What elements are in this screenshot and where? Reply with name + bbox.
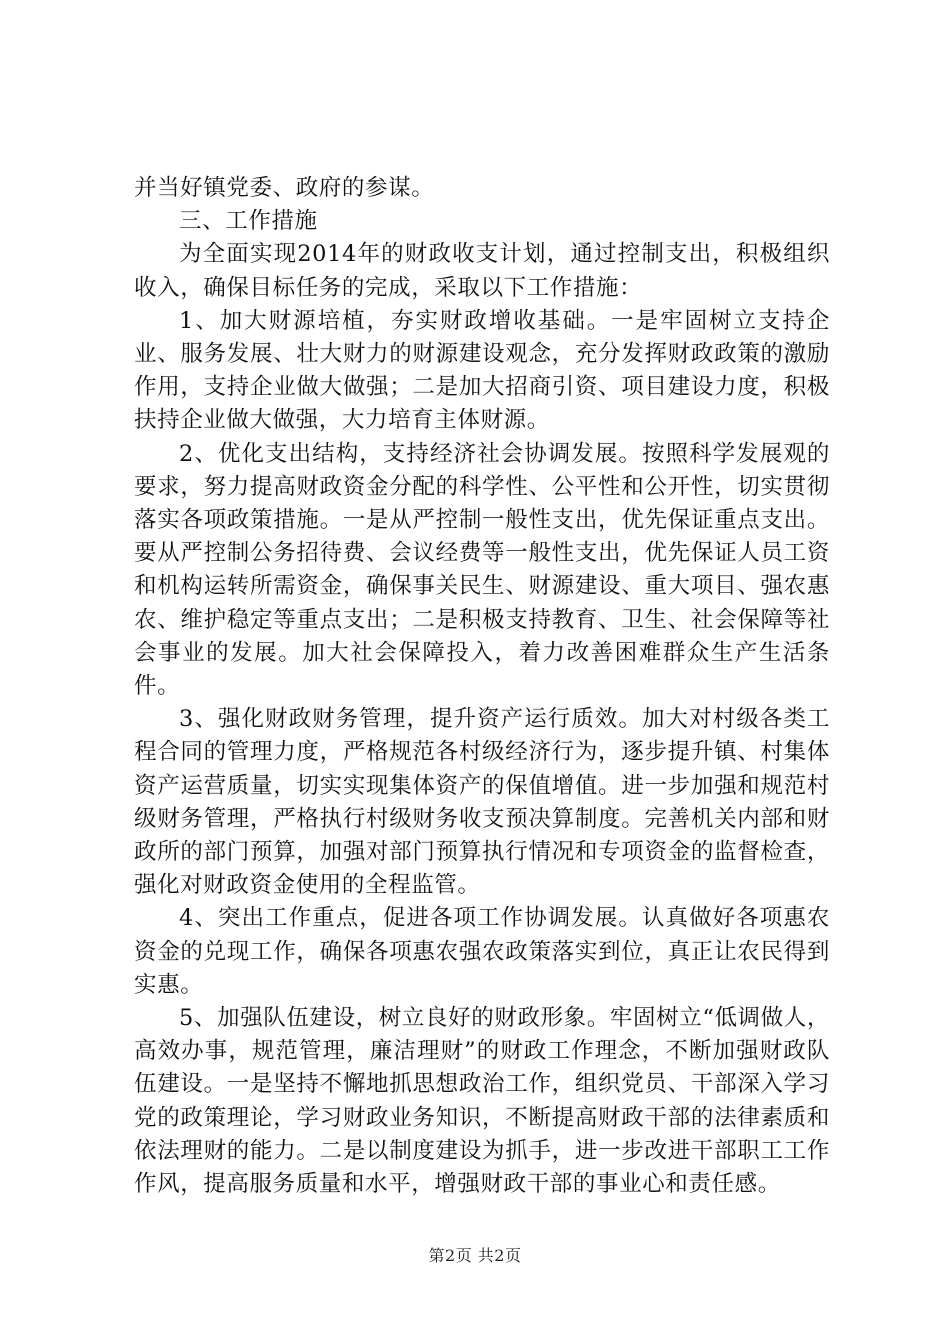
page-number-footer: 第2页 共2页 bbox=[428, 1246, 522, 1265]
document-body bbox=[134, 172, 830, 1201]
paragraph-measure-5: 5、加强队伍建设，树立良好的财政形象。牢固树立“低调做人，高效办事，规范管理，廉洁理财”的财政工作理念，不断加强财政队伍建设。一是坚持不懈地抓思想政治工作，组织党员、干部深入学习党的政策理论，学习财政业务知识，不断提高财政干部的法律素质和依法理财的能力。二是以制度建设为抓手，进一步改进干部职工工作作风，提高服务质量和水平，增强财政干部的事业心和责任感。 bbox=[134, 1005, 830, 1198]
paragraph-intro: 为全面实现2014年的财政收支计划，通过控制支出，积极组织收入，确保目标任务的完成，采取以下工作措施： bbox=[134, 241, 830, 301]
paragraph-measure-1: 1、加大财源培植，夯实财政增收基础。一是牢固树立支持企业、服务发展、壮大财力的财源建设观念，充分发挥财政政策的激励作用，支持企业做大做强；二是加大招商引资、项目建设力度，积极扶持企业做大做强，大力培育主体财源。 bbox=[134, 307, 830, 434]
paragraph-measure-4: 4、突出工作重点，促进各项工作协调发展。认真做好各项惠农资金的兑现工作，确保各项惠农强农政策落实到位，真正让农民得到实惠。 bbox=[134, 905, 830, 998]
paragraph-continuation: 并当好镇党委、政府的参谋。 bbox=[134, 175, 435, 201]
paragraph-measure-3: 3、强化财政财务管理，提升资产运行质效。加大对村级各类工程合同的管理力度，严格规范各村级经济行为，逐步提升镇、村集体资产运营质量，切实实现集体资产的保值增值。进一步加强和规范村级财务管理，严格执行村级财务收支预决算制度。完善机关内部和财政所的部门预算，加强对部门预算执行情况和专项资金的监督检查，强化对财政资金使用的全程监管。 bbox=[134, 706, 830, 899]
section-heading: 三、工作措施 bbox=[179, 208, 318, 235]
paragraph-measure-2: 2、优化支出结构，支持经济社会协调发展。按照科学发展观的要求，努力提高财政资金分配的科学性、公平性和公开性，切实贯彻落实各项政策措施。一是从严控制一般性支出，优先保证重点支出。要从严控制公务招待费、会议经费等一般性支出，优先保证人员工资和机构运转所需资金，确保事关民生、财源建设、重大项目、强农惠农、维护稳定等重点支出；二是积极支持教育、卫生、社会保障等社会事业的发展。加大社会保障投入，着力改善困难群众生产生活条件。 bbox=[134, 440, 830, 700]
